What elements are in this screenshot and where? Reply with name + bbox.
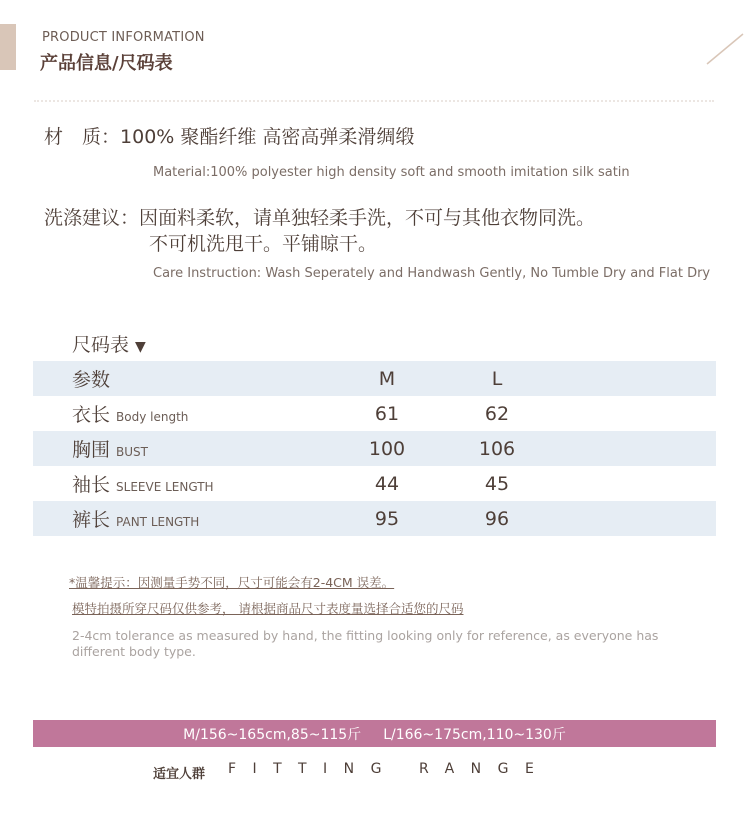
table-row [33,431,716,466]
divider [34,100,714,102]
row-label-cn: 胸围 [72,439,111,461]
material-value: 100% 聚酯纤维 高密高弹柔滑绸缎 [120,126,415,148]
note-tolerance: *温馨提示：因测量手势不同，尺寸可能会有2-4CM 误差。 [69,575,395,590]
row-label-en: Body length [116,410,189,424]
fitting-range-l: L/166~175cm,110~130斤 [383,726,566,743]
care-line-1 [44,203,595,230]
cell-m: 95 [332,501,442,536]
slash-decoration-icon [705,32,745,66]
section-title: 产品信息/尺码表 [40,53,173,74]
section-eyebrow: PRODUCT INFORMATION [42,30,205,45]
table-row [33,501,716,536]
care-text-2: 不可机洗甩干。平铺晾干。 [149,233,378,255]
header-size-m: M [332,361,442,396]
size-table-heading-text: 尺码表 [72,334,130,356]
care-label: 洗涤建议： [44,207,140,229]
table-row [33,466,716,501]
triangle-down-icon: ▼ [135,339,146,355]
material-label: 材 质： [44,126,121,148]
note-model-reference: 模特拍摄所穿尺码仅供参考， 请根据商品尺寸表度量选择合适您的尺码 [72,601,464,616]
cell-l: 62 [484,402,510,425]
header-param: 参数 [33,361,332,396]
note-english: 2-4cm tolerance as measured by hand, the fitting looking only for reference, as everyone has different body type. [72,628,659,659]
row-label-en: PANT LENGTH [116,515,200,529]
care-text-1: 因面料柔软，请单独轻柔手洗，不可与其他衣物同洗。 [139,207,596,229]
header-accent-bar [0,24,16,70]
fitting-label-cn: 适宜人群 [153,767,206,782]
care-english: Care Instruction: Wash Seperately and Handwash Gently, No Tumble Dry and Flat Dry [153,266,711,281]
fitting-range-band [33,720,716,747]
fitting-range-m: M/156~165cm,85~115斤 [183,726,362,743]
cell-m: 100 [332,431,442,466]
size-table-heading [72,330,146,357]
material-english: Material:100% polyester high density soft and smooth imitation silk satin [153,165,630,180]
header-size-l: L [442,361,552,396]
cell-l: 45 [484,472,510,495]
cell-m: 44 [374,472,400,495]
cell-m: 61 [374,402,400,425]
row-label-en: BUST [116,445,148,459]
size-table-header-row [33,361,716,396]
size-table [33,361,716,536]
table-row [33,396,716,431]
row-label-cn: 裤长 [72,509,111,531]
cell-l: 106 [442,431,552,466]
row-label-cn: 袖长 [72,474,111,496]
row-label-cn: 衣长 [72,404,111,426]
material-line [44,122,414,149]
cell-l: 96 [442,501,552,536]
row-label-en: SLEEVE LENGTH [116,480,214,494]
fitting-label-en: FITTING RANGE [228,761,551,777]
